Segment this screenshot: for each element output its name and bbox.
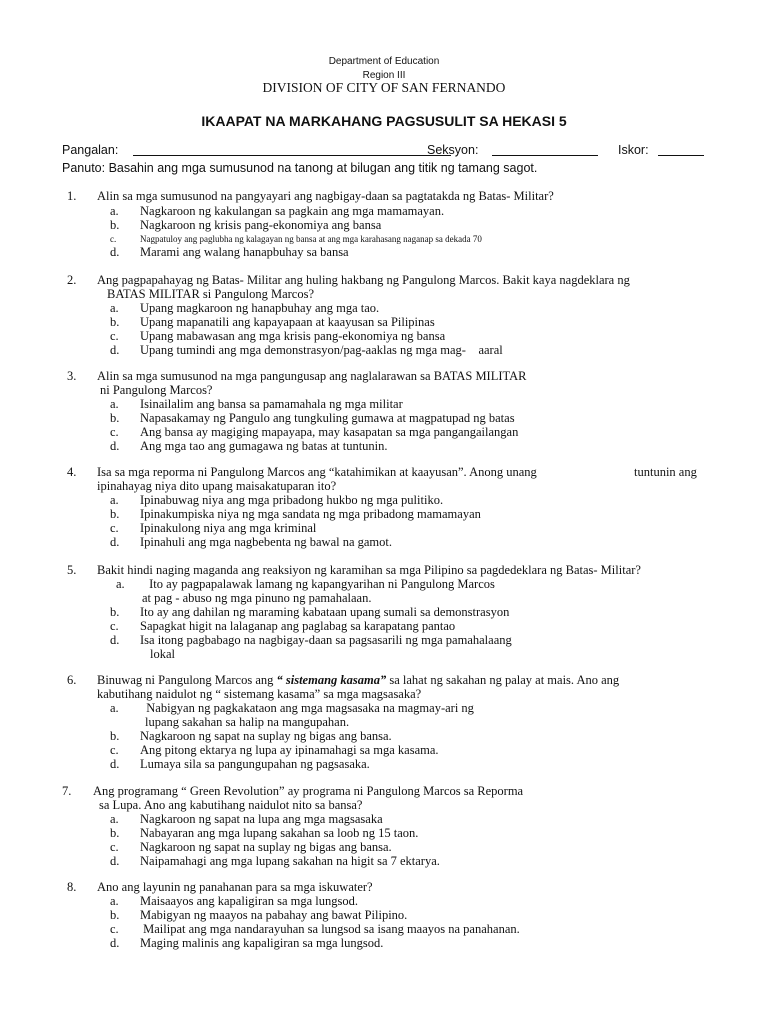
question-stem-cont: ni Pangulong Marcos?: [100, 383, 213, 397]
name-label: Pangalan:: [62, 143, 119, 157]
question-stem: Alin sa mga sumusunod na mga pangungusap ang naglalarawan sa BATAS MILITAR: [97, 369, 527, 383]
option-b[interactable]: b. Mabigyan ng maayos na pabahay ang bawat Pilipino.: [110, 908, 408, 922]
question-stem: Ano ang layunin ng panahanan para sa mga iskuwater?: [97, 880, 373, 894]
option-c[interactable]: c. Mailipat ang mga nandarayuhan sa lungsod sa isang maayos na panahanan.: [110, 922, 520, 936]
student-info-row: [62, 143, 712, 159]
question-stem: Ang pagpapahayag ng Batas- Militar ang huling hakbang ng Pangulong Marcos. Bakit kaya nagdeklara ng: [97, 273, 630, 287]
instructions: Panuto: Basahin ang mga sumusunod na tanong at bilugan ang titik ng tamang sagot.: [62, 161, 538, 175]
option-d[interactable]: d. Ipinahuli ang mga nagbebenta ng bawal na gamot.: [110, 535, 393, 549]
option-a[interactable]: a. Maisaayos ang kapaligiran sa mga lungsod.: [110, 894, 359, 908]
option-c[interactable]: c. Nagkaroon ng sapat na suplay ng bigas ang bansa.: [110, 840, 392, 854]
option-d-cont: lokal: [150, 647, 175, 661]
option-a-cont: at pag - abuso ng mga pinuno ng pamahalaan.: [142, 591, 372, 605]
option-d[interactable]: d. Naipamahagi ang mga lupang sakahan na higit sa 7 ektarya.: [110, 854, 440, 868]
option-c[interactable]: c. Ipinakulong niya ang mga kriminal: [110, 521, 317, 535]
option-c[interactable]: c. Ang pitong ektarya ng lupa ay ipinamahagi sa mga kasama.: [110, 743, 439, 757]
option-a[interactable]: a. Isinailalim ang bansa sa pamamahala ng mga militar: [110, 397, 403, 411]
option-d[interactable]: d. Isa itong pagbabago na nagbigay-daan sa pagsasarili ng mga pamahalaang: [110, 633, 512, 647]
option-c[interactable]: c. Nagpatuloy ang paglubha ng kalagayan ng bansa at ang mga karahasang naganap sa dekada 70: [110, 234, 482, 244]
question-stem: Bakit hindi naging maganda ang reaksiyon ng karamihan sa mga Pilipino sa pagdedeklara ng Batas- Militar?: [97, 563, 641, 577]
option-a[interactable]: a. Nagkaroon ng kakulangan sa pagkain ang mga mamamayan.: [110, 204, 445, 218]
question-stem: Isa sa mga reporma ni Pangulong Marcos ang “katahimikan at kaayusan”. Anong unang: [97, 465, 537, 479]
question-number: 6.: [67, 673, 77, 687]
question-number: 3.: [67, 369, 77, 383]
name-blank[interactable]: [133, 143, 451, 156]
option-c[interactable]: c. Sapagkat higit na lalaganap ang paglabag sa karapatang pantao: [110, 619, 456, 633]
question-number: 8.: [67, 880, 77, 894]
option-a[interactable]: a. Nagkaroon ng sapat na lupa ang mga magsasaka: [110, 812, 383, 826]
question-stem: Binuwag ni Pangulong Marcos ang “ sistemang kasama” sa lahat ng sakahan ng palay at mais. Ano ang: [97, 673, 620, 687]
option-b[interactable]: b. Ito ay ang dahilan ng maraming kabataan upang sumali sa demonstrasyon: [110, 605, 510, 619]
option-b[interactable]: b. Napasakamay ng Pangulo ang tungkuling gumawa at magpatupad ng batas: [110, 411, 515, 425]
question-number: 7.: [62, 784, 72, 798]
emphasis-term: “ sistemang kasama”: [276, 673, 387, 687]
option-b[interactable]: b. Ipinakumpiska niya ng mga sandata ng mga pribadong mamamayan: [110, 507, 481, 521]
question-stem-cont: ipinahayag niya dito upang maisakatuparan ito?: [97, 479, 337, 493]
division-label: DIVISION OF CITY OF SAN FERNANDO: [262, 80, 506, 95]
region-label: Region III: [362, 70, 406, 81]
score-blank[interactable]: [658, 143, 704, 156]
section-label: Seksyon:: [427, 143, 479, 157]
question-stem-cont: kabutihang naidulot ng “ sistemang kasama” sa mga magsasaka?: [97, 687, 422, 701]
score-label: Iskor:: [618, 143, 649, 157]
option-a[interactable]: a. Ipinabuwag niya ang mga pribadong hukbo ng mga pulitiko.: [110, 493, 444, 507]
question-stem-cont: sa Lupa. Ano ang kabutihang naidulot nito sa bansa?: [99, 798, 363, 812]
option-b[interactable]: b. Nabayaran ang mga lupang sakahan sa loob ng 15 taon.: [110, 826, 419, 840]
question-stem: Alin sa mga sumusunod na pangyayari ang nagbigay-daan sa pagtatakda ng Batas- Militar?: [97, 189, 554, 203]
question-stem: Ang programang “ Green Revolution” ay programa ni Pangulong Marcos sa Reporma: [93, 784, 524, 798]
option-d[interactable]: d. Ang mga tao ang gumagawa ng batas at tuntunin.: [110, 439, 388, 453]
option-d[interactable]: d. Lumaya sila sa pangungupahan ng pagsasaka.: [110, 757, 370, 771]
option-c[interactable]: c. Upang mabawasan ang mga krisis pang-ekonomiya ng bansa: [110, 329, 446, 343]
option-a-cont: lupang sakahan sa halip na mangupahan.: [145, 715, 350, 729]
option-a[interactable]: a. Ito ay pagpapalawak lamang ng kapangyarihan ni Pangulong Marcos: [116, 577, 495, 591]
question-number: 2.: [67, 273, 77, 287]
option-b[interactable]: b. Nagkaroon ng krisis pang-ekonomiya ang bansa: [110, 218, 382, 232]
question-stem-cont: BATAS MILITAR si Pangulong Marcos?: [107, 287, 315, 301]
exam-title: IKAAPAT NA MARKAHANG PAGSUSULIT SA HEKASI 5: [201, 113, 567, 129]
section-blank[interactable]: [492, 143, 598, 156]
option-b[interactable]: b. Nagkaroon ng sapat na suplay ng bigas ang bansa.: [110, 729, 392, 743]
department-label: Department of Education: [328, 56, 440, 67]
question-number: 4.: [67, 465, 77, 479]
option-d[interactable]: d. Maging malinis ang kapaligiran sa mga lungsod.: [110, 936, 384, 950]
question-number: 1.: [67, 189, 77, 203]
question-stem-end: tuntunin ang: [634, 465, 697, 479]
option-c[interactable]: c. Ang bansa ay magiging mapayapa, may kasapatan sa mga pangangailangan: [110, 425, 519, 439]
question-number: 5.: [67, 563, 77, 577]
option-d[interactable]: d. Marami ang walang hanapbuhay sa bansa: [110, 245, 349, 259]
option-d[interactable]: d. Upang tumindi ang mga demonstrasyon/pag-aaklas ng mga mag- aaral: [110, 343, 503, 357]
option-a[interactable]: a. Nabigyan ng pagkakataon ang mga magsasaka na magmay-ari ng: [110, 701, 474, 715]
option-b[interactable]: b. Upang mapanatili ang kapayapaan at kaayusan sa Pilipinas: [110, 315, 435, 329]
option-a[interactable]: a. Upang magkaroon ng hanapbuhay ang mga tao.: [110, 301, 380, 315]
